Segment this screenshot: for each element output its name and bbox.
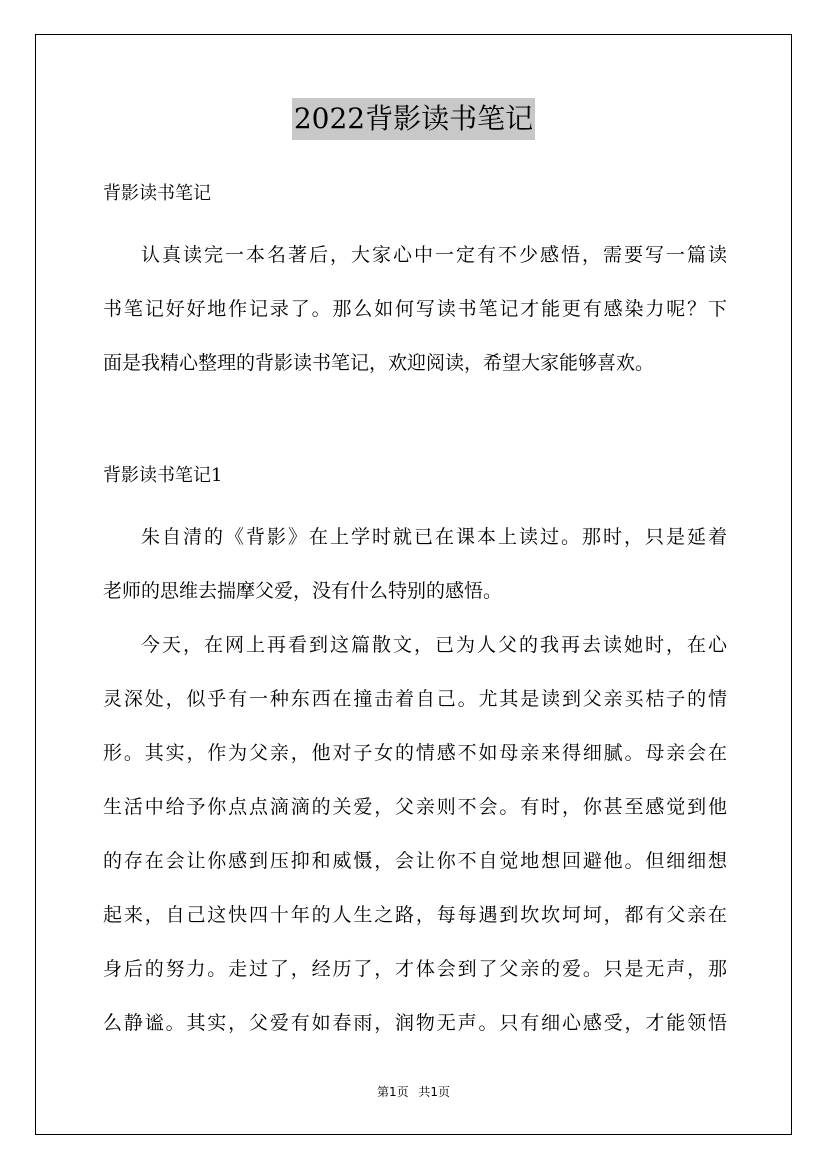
section1-heading: 背影读书笔记1: [103, 465, 223, 486]
document-title: 2022背影读书笔记: [292, 98, 535, 140]
page-footer: [0, 1084, 827, 1100]
paragraph-line: 形。其实，作为父亲，他对子女的情感不如母亲来得细腻。母亲会在: [103, 742, 727, 764]
intro-line: 书笔记好好地作记录了。那么如何写读书笔记才能更有感染力呢？下: [103, 298, 727, 320]
paragraph-line: 朱自清的《背影》在上学时就已在课本上读过。那时，只是延着: [141, 526, 727, 548]
paragraph-line: 起来，自己这快四十年的人生之路，每每遇到坎坎坷坷，都有父亲在: [103, 904, 727, 926]
page-number-total: 共1页: [418, 1085, 451, 1099]
intro-paragraph: [103, 228, 727, 390]
paragraph-line: 身后的努力。走过了，经历了，才体会到了父亲的爱。只是无声，那: [103, 958, 727, 980]
intro-line: 面是我精心整理的背影读书笔记，欢迎阅读，希望大家能够喜欢。: [103, 352, 655, 374]
document-body: [103, 172, 727, 1050]
paragraph-2: [103, 618, 727, 1050]
paragraph-line: 么静谧。其实，父爱有如春雨，润物无声。只有细心感受，才能领悟: [103, 1012, 727, 1034]
intro-line: 认真读完一本名著后，大家心中一定有不少感悟，需要写一篇读: [141, 244, 727, 266]
intro-heading: 背影读书笔记: [103, 183, 211, 204]
paragraph-1: [103, 510, 727, 618]
title-container: [0, 98, 827, 140]
paragraph-line: 灵深处，似乎有一种东西在撞击着自己。尤其是读到父亲买桔子的情: [103, 688, 727, 710]
paragraph-line: 今天，在网上再看到这篇散文，已为人父的我再去读她时，在心: [141, 634, 727, 656]
paragraph-line: 老师的思维去揣摩父爱，没有什么特别的感悟。: [103, 580, 503, 602]
page-number-current: 第1页: [376, 1085, 409, 1099]
paragraph-line: 生活中给予你点点滴滴的关爱，父亲则不会。有时，你甚至感觉到他: [103, 796, 727, 818]
paragraph-line: 的存在会让你感到压抑和威慑，会让你不自觉地想回避他。但细细想: [103, 850, 727, 872]
